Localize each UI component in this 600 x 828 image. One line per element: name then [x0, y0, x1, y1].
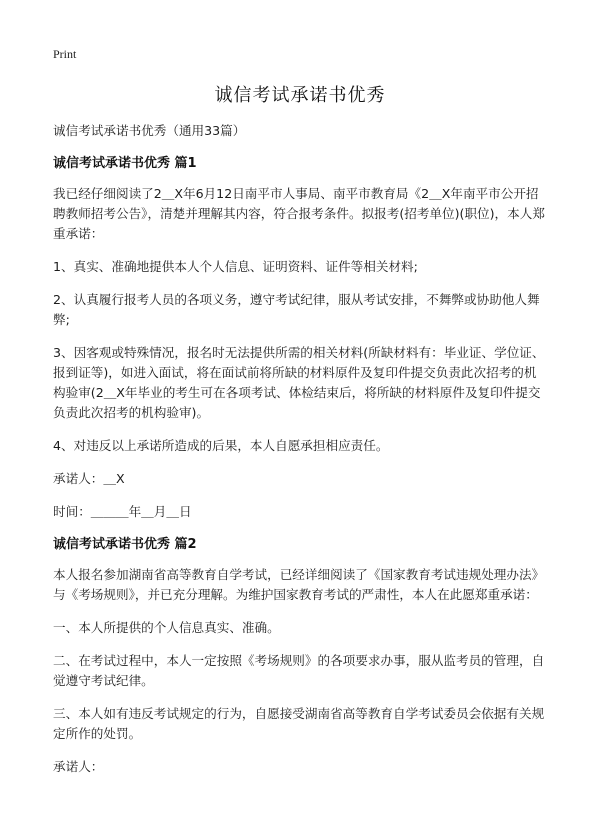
paragraph: 一、本人所提供的个人信息真实、准确。 [53, 620, 280, 635]
paragraph: 我已经仔细阅读了2＿X年6月12日南平市人事局、南平市教育局《2＿X年南平市公开招聘教师招考公告》，清楚并理解其内容，符合报考条件。拟报考(招考单位)(职位)，本人郑重承诺： [53, 186, 545, 241]
paragraph: 1、真实、准确地提供本人个人信息、证明资料、证件等相关材料; [53, 259, 418, 274]
paragraph: 4、对违反以上承诺所造成的后果，本人自愿承担相应责任。 [53, 438, 389, 453]
document-subtitle: 诚信考试承诺书优秀（通用33篇） [53, 123, 246, 138]
page-title: 诚信考试承诺书优秀 [214, 85, 386, 106]
date-line: 时间：＿＿＿年＿月＿日 [53, 504, 192, 519]
section-heading: 诚信考试承诺书优秀 篇2 [53, 537, 197, 552]
document-body [53, 121, 548, 789]
paragraph: 二、在考试过程中，本人一定按照《考场规则》的各项要求办事，服从监考员的管理，自觉遵守考试纪律。 [53, 653, 545, 688]
signature-line: 承诺人：＿X [53, 471, 125, 486]
section-heading: 诚信考试承诺书优秀 篇1 [53, 156, 197, 171]
signature-line: 承诺人： [53, 759, 104, 774]
paragraph: 三、本人如有违反考试规定的行为，自愿接受湖南省高等教育自学考试委员会依据有关规定所作的处罚。 [53, 706, 545, 741]
paragraph: 3、因客观或特殊情况，报名时无法提供所需的相关材料(所缺材料有：毕业证、学位证、报到证等)，如进入面试，将在面试前将所缺的材料原件及复印件提交负责此次招考的机构验审(2＿X年毕业的考生可在各项考试、体检结束后，将所缺的材料原件及复印件提交负责此次招考的机构验审)。 [53, 345, 545, 420]
paragraph: 本人报名参加湖南省高等教育自学考试，已经详细阅读了《国家教育考试违规处理办法》与《考场规则》，并已充分理解。为维护国家教育考试的严肃性，本人在此愿郑重承诺： [53, 567, 545, 602]
paragraph: 2、认真履行报考人员的各项义务，遵守考试纪律，服从考试安排，不舞弊或协助他人舞弊; [53, 292, 540, 327]
print-link[interactable]: Print [53, 47, 77, 61]
